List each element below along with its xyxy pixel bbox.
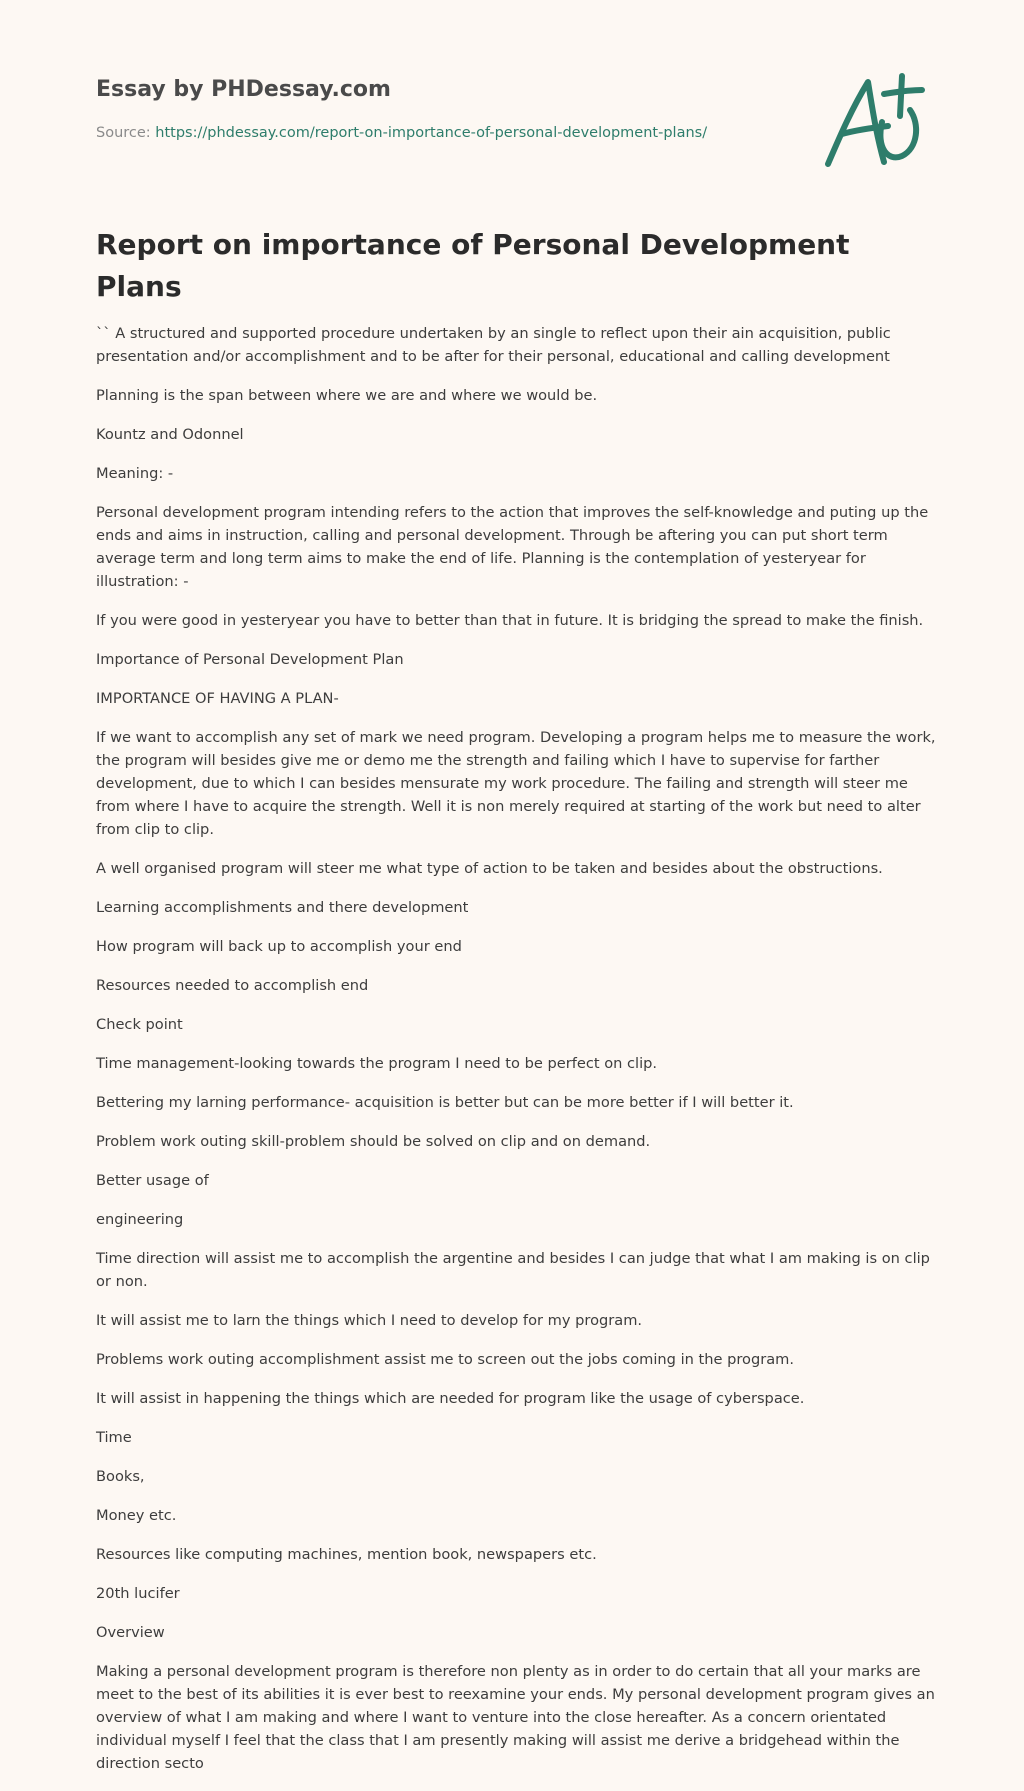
site-header xyxy=(96,72,936,172)
essay-paragraph: It will assist me to larn the things which I need to develop for my program. xyxy=(96,1312,643,1329)
essay-paragraph: Personal development program intending refers to the action that improves the self-knowledge and puting up the ends and aims in instruction, calling and personal development. Through be aftering you can put short term average term and long term aims to make the end of life. Planning is the contemplation of yesteryear for illustration: - xyxy=(96,504,929,590)
essay-paragraph: Bettering my larning performance- acquisition is better but can be more better if I will better it. xyxy=(96,1094,794,1111)
essay-paragraph: It will assist in happening the things which are needed for program like the usage of cyberspace. xyxy=(96,1390,805,1407)
essay-paragraph: Learning accomplishments and there development xyxy=(96,899,469,916)
essay-paragraph: A well organised program will steer me what type of action to be taken and besides about the obstructions. xyxy=(96,860,883,877)
a-plus-logo-icon xyxy=(818,72,926,172)
essay-paragraph: Problem work outing skill-problem should be solved on clip and on demand. xyxy=(96,1133,651,1150)
essay-body xyxy=(96,322,936,1775)
essay-paragraph: Problems work outing accomplishment assist me to screen out the jobs coming in the program. xyxy=(96,1351,795,1368)
essay-paragraph: How program will back up to accomplish your end xyxy=(96,938,462,955)
essay-paragraph: IMPORTANCE OF HAVING A PLAN- xyxy=(96,690,339,707)
essay-paragraph: Meaning: - xyxy=(96,465,174,482)
essay-paragraph: Books, xyxy=(96,1468,145,1485)
essay-paragraph: Making a personal development program is therefore non plenty as in order to do certain that all your marks are meet to the best of its abilities it is ever best to reexamine your ends. My personal development program gives an overview of what I am making and where I want to venture into the close hereafter. As a concern orientated individual myself I feel that the class that I am presently making will assist me derive a bridgehead within the direction secto xyxy=(96,1663,935,1772)
essay-paragraph: If we want to accomplish any set of mark we need program. Developing a program helps me to measure the work, the program will besides give me or demo me the strength and failing which I have to supervise for farther development, due to which I can besides mensurate my work procedure. The failing and strength will steer me from where I have to acquire the strength. Well it is non merely required at starting of the work but need to alter from clip to clip. xyxy=(96,729,936,838)
essay-paragraph: Resources like computing machines, mention book, newspapers etc. xyxy=(96,1546,597,1563)
essay-paragraph: Better usage of xyxy=(96,1172,209,1189)
essay-paragraph: Planning is the span between where we are and where we would be. xyxy=(96,387,598,404)
essay-paragraph: 20th lucifer xyxy=(96,1585,180,1602)
essay-paragraph: Time xyxy=(96,1429,132,1446)
essay-article xyxy=(96,224,936,1791)
essay-paragraph: Money etc. xyxy=(96,1507,177,1524)
essay-paragraph: `` A structured and supported procedure undertaken by an single to reflect upon their ain acquisition, public presentation and/or accomplishment and to be after for their personal, educational and calling development xyxy=(96,325,891,365)
essay-paragraph: Overview xyxy=(96,1624,165,1641)
source-label: Source: xyxy=(96,125,156,141)
essay-paragraph: Time management-looking towards the program I need to be perfect on clip. xyxy=(96,1055,658,1072)
essay-paragraph: Check point xyxy=(96,1016,183,1033)
source-link[interactable]: https://phdessay.com/report-on-importance-of-personal-development-plans/ xyxy=(155,125,708,141)
site-title: Essay by PHDessay.com xyxy=(96,77,391,102)
essay-paragraph: Time direction will assist me to accomplish the argentine and besides I can judge that what I am making is on clip or non. xyxy=(96,1250,930,1290)
essay-title: Report on importance of Personal Development Plans xyxy=(96,228,850,303)
essay-paragraph: Importance of Personal Development Plan xyxy=(96,651,404,668)
source-line xyxy=(96,122,707,144)
essay-paragraph: If you were good in yesteryear you have to better than that in future. It is bridging the spread to make the finish. xyxy=(96,612,924,629)
essay-paragraph: Resources needed to accomplish end xyxy=(96,977,369,994)
essay-paragraph: engineering xyxy=(96,1211,184,1228)
essay-paragraph: Kountz and Odonnel xyxy=(96,426,244,443)
